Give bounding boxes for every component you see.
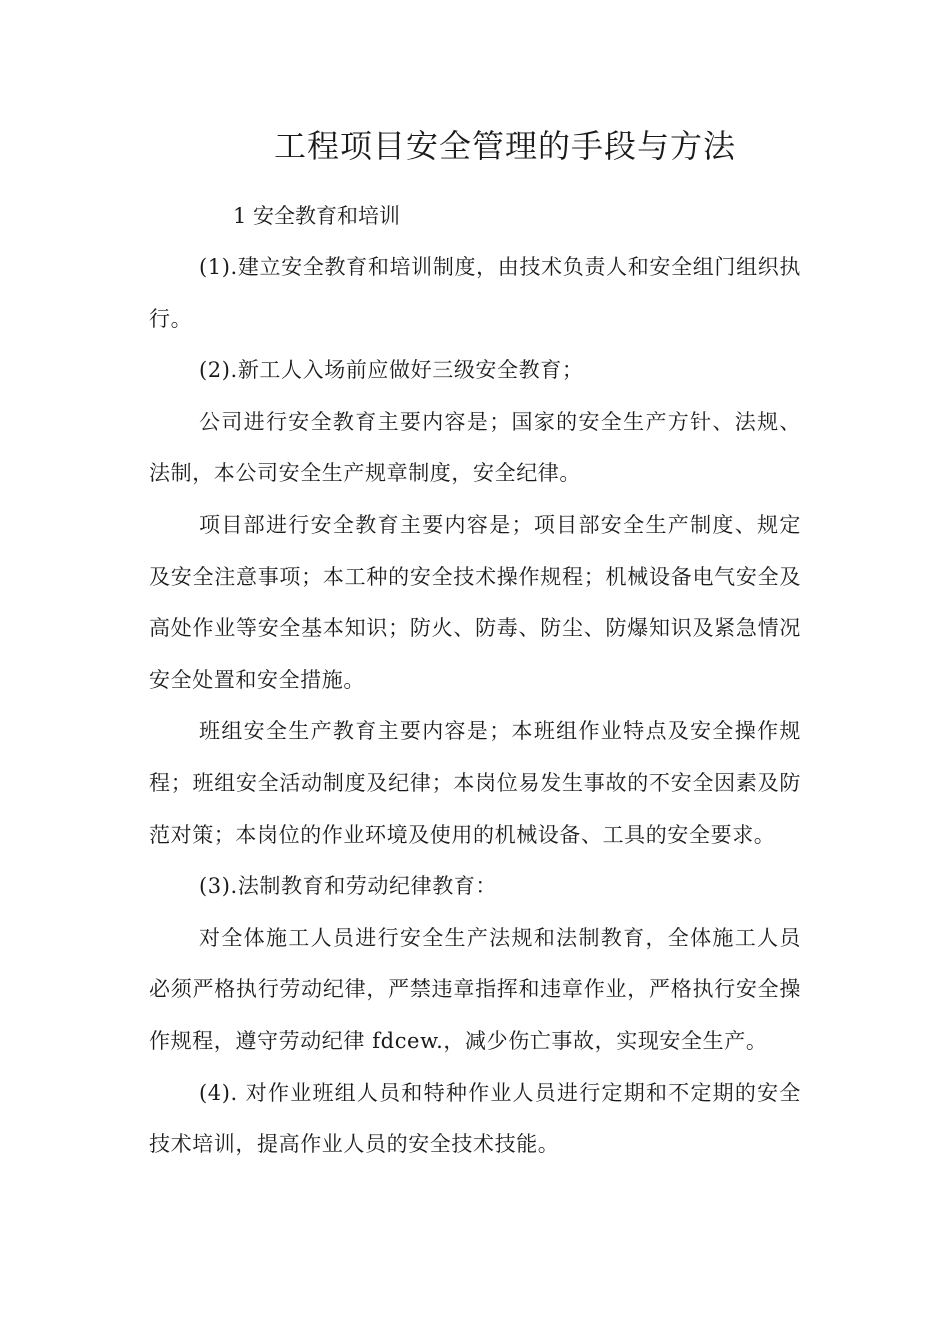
paragraph-4: 项目部进行安全教育主要内容是；项目部安全生产制度、规定及安全注意事项；本工种的安全技术操作规程；机械设备电气安全及高处作业等安全基本知识；防火、防毒、防尘、防爆知识及紧急情况安全处置和安全措施。 [149,512,801,692]
document-body [149,190,801,1171]
paragraph-3: 公司进行安全教育主要内容是；国家的安全生产方针、法规、法制，本公司安全生产规章制度，安全纪律。 [149,409,801,486]
paragraph-6: (3).法制教育和劳动纪律教育： [199,874,498,899]
paragraph-5: 班组安全生产教育主要内容是；本班组作业特点及安全操作规程；班组安全活动制度及纪律；本岗位易发生事故的不安全因素及防范对策；本岗位的作业环境及使用的机械设备、工具的安全要求。 [149,719,801,847]
section-heading: 1 安全教育和培训 [233,204,401,228]
document-title: 工程项目安全管理的手段与方法 [273,127,736,165]
paragraph-2: (2).新工人入场前应做好三级安全教育； [199,358,584,383]
paragraph-8: (4). 对作业班组人员和特种作业人员进行定期和不定期的安全技术培训，提高作业人员的安全技术技能。 [149,1080,801,1157]
paragraph-7: 对全体施工人员进行安全生产法规和法制教育，全体施工人员必须严格执行劳动纪律，严禁违章指挥和违章作业，严格执行安全操作规程，遵守劳动纪律 fdcew.，减少伤亡事故，实现安全生产。 [149,925,801,1053]
paragraph-1: (1).建立安全教育和培训制度，由技术负责人和安全组门组织执行。 [149,255,801,331]
